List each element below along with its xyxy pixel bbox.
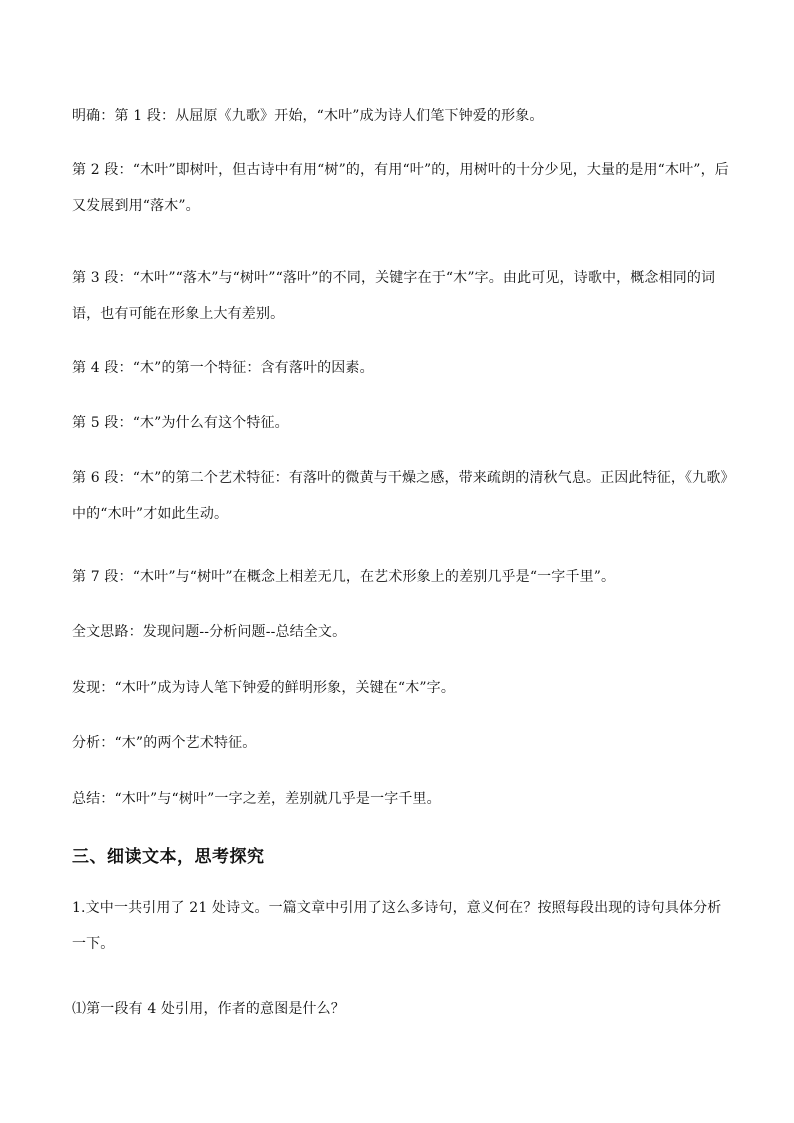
paragraph-summary-1: 明确：第 1 段：从屈原《九歌》开始，“木叶”成为诗人们笔下钟爱的形象。 [72,108,544,124]
paragraph-summary-5: 第 5 段：“木”为什么有这个特征。 [72,415,289,431]
question-1: 1.文中一共引用了 21 处诗文。一篇文章中引用了这么多诗句，意义何在？按照每段出现的诗句具体分析一下。 [72,900,722,952]
discovery-line: 发现：“木叶”成为诗人笔下钟爱的鲜明形象，关键在“木”字。 [72,680,455,696]
paragraph-summary-7: 第 7 段：“木叶”与“树叶”在概念上相差无几，在艺术形象上的差别几乎是“一字千里”。 [72,569,616,585]
section-heading: 三、细读文本，思考探究 [72,847,265,867]
paragraph-summary-4: 第 4 段：“木”的第一个特征：含有落叶的因素。 [72,360,374,376]
overall-thinking-line: 全文思路：发现问题--分析问题--总结全文。 [72,624,347,640]
analysis-line: 分析：“木”的两个艺术特征。 [72,735,257,751]
summary-line: 总结：“木叶”与“树叶”一字之差，差别就几乎是一字千里。 [72,791,441,807]
question-1-part-1: ⑴第一段有 4 处引用，作者的意图是什么？ [72,1001,345,1017]
paragraph-summary-6: 第 6 段：“木”的第二个艺术特征：有落叶的微黄与干燥之感，带来疏朗的清秋气息。正因此特征，《九歌》中的“木叶”才如此生动。 [72,470,728,522]
paragraph-summary-2: 第 2 段：“木叶”即树叶，但古诗中有用“树”的，有用“叶”的，用树叶的十分少见，大量的是用“木叶”，后又发展到用“落木”。 [72,162,729,214]
paragraph-summary-3: 第 3 段：“木叶”“落木”与“树叶”“落叶”的不同，关键字在于“木”字。由此可见，诗歌中，概念相同的词语，也有可能在形象上大有差别。 [72,270,716,322]
